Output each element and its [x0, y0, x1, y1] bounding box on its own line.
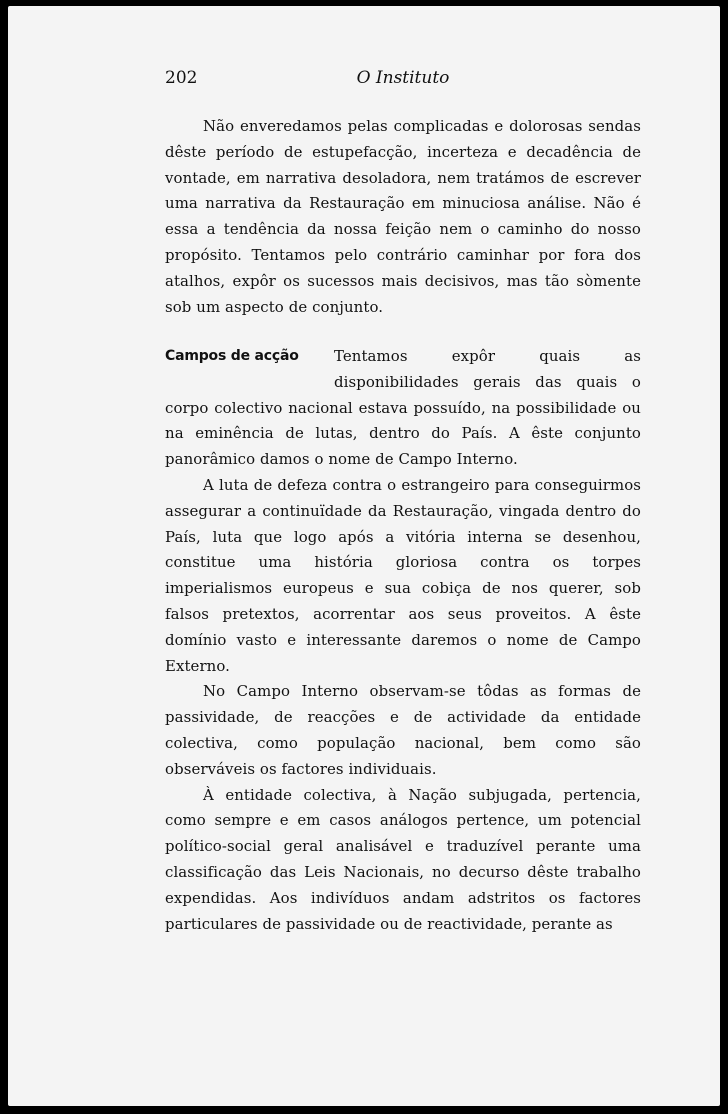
side-heading: Campos de acção	[165, 348, 299, 364]
section-campos-de-accao	[165, 344, 641, 937]
paragraph: A luta de defeza contra o estrangeiro para conseguirmos assegurar a continuïdade da Restauração, vingada dentro do País, luta que logo após a vitória interna se desenhou, constitue uma história gloriosa contra os torpes imperialismos europeus e sua cobiça de nos querer, sob falsos pretextos, acorrentar aos seus proveitos. A êste domínio vasto e interessante daremos o nome de Campo Externo.	[165, 475, 641, 675]
paragraph: Não enveredamos pelas complicadas e dolorosas sendas dêste período de estupefacção, incerteza e decadência de vontade, em narrativa desoladora, nem tratámos de escrever uma narrativa da Restauração em minuciosa análise. Não é essa a tendência da nossa feição nem o caminho do nosso propósito. Tentamos pelo contrário caminhar por fora dos atalhos, expôr os sucessos mais decisivos, mas tão sòmente sob um aspecto de conjunto.	[165, 117, 641, 316]
page-header	[165, 68, 641, 90]
paragraph: No Campo Interno observam-se tôdas as formas de passividade, de reacções e de actividade da entidade colectiva, como população nacional, bem como são observáveis os factores individuais.	[165, 682, 641, 778]
section-intro	[165, 114, 641, 320]
page-number: 202	[165, 68, 198, 88]
paragraph: À entidade colectiva, à Nação subjugada, pertencia, como sempre e em casos análogos pertence, um potencial político-social geral analisável e traduzível perante uma classificação das Leis Nacionais, no decurso dêste trabalho expendidas. Aos indivíduos andam adstritos os factores particulares de passividade ou de reactividade, perante as	[165, 785, 641, 933]
running-title: O Instituto	[356, 68, 450, 88]
paragraph-text: Tentamos expôr quais as disponibilidades gerais das quais o corpo colectivo nacional estava possuído, na possibilidade ou na eminência de lutas, dentro do País. A êste conjunto panorâmico damos o nome de Campo Interno.	[165, 347, 641, 469]
paragraph	[165, 344, 641, 473]
